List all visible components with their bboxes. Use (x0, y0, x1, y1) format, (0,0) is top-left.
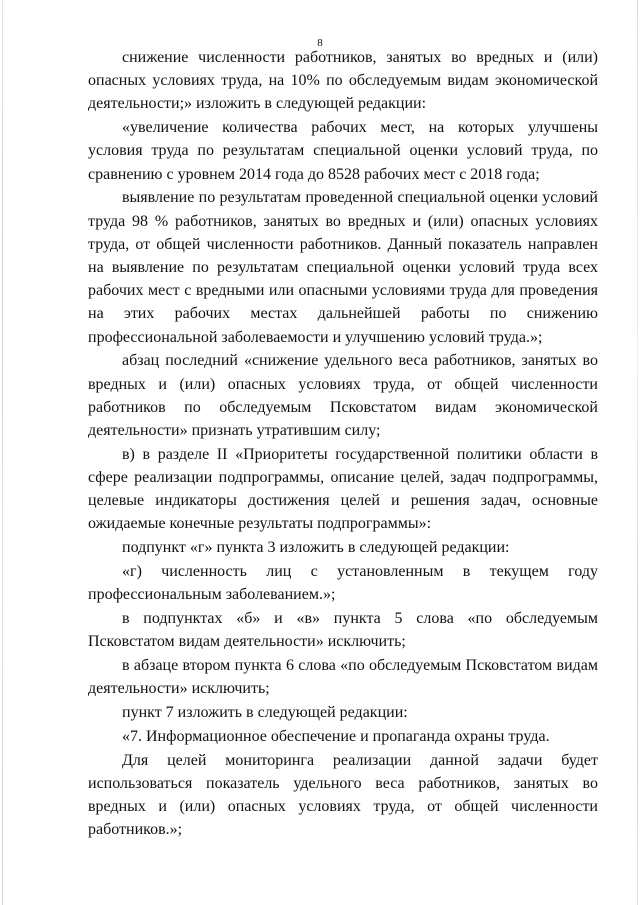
page-number: 8 (317, 37, 323, 49)
paragraph: подпункт «г» пункта 3 изложить в следующей редакции: (122, 539, 510, 557)
paragraph: в абзаце втором пункта 6 слова «по обследуемым Псковстатом видам деятельности» исключить; (88, 657, 598, 698)
paragraph: «г) численность лиц с установленным в текущем году профессиональным заболеванием.»; (88, 563, 598, 604)
paragraph: выявление по результатам проведенной специальной оценки условий труда 98 % работников, занятых во вредных и (или) опасных условиях труда, от общей численности работников. Данный показатель направлен на выявление по результатам специальной оценки условий труда всех рабочих мест с вредными или опасными условиями труда для проведения на этих рабочих местах дальнейшей работы по снижению профессиональной заболеваемости и улучшению условий труда.»; (88, 189, 598, 346)
paragraph: в подпунктах «б» и «в» пункта 5 слова «по обследуемым Псковстатом видам деятельности» исключить; (88, 610, 598, 651)
paragraph: «7. Информационное обеспечение и пропаганда охраны труда. (122, 727, 550, 745)
paragraph: «увеличение количества рабочих мест, на которых улучшены условия труда по результатам специальной оценки условий труда, по сравнению с уровнем 2014 года до 8528 рабочих мест с 2018 года; (88, 119, 598, 183)
document-body (88, 46, 598, 842)
paragraph: абзац последний «снижение удельного веса работников, занятых во вредных и (или) опасных условиях труда, от общей численности работников по обследуемым Псковстатом видам экономической деятельности» признать утратившим силу; (88, 352, 598, 440)
paragraph: Для целей мониторинга реализации данной задачи будет использоваться показатель удельного веса работников, занятых во вредных и (или) опасных условиях труда, от общей численности работников.»; (88, 751, 598, 839)
paragraph: пункт 7 изложить в следующей редакции: (122, 704, 408, 722)
scan-edge-right (637, 0, 638, 905)
paragraph: снижение численности работников, занятых во вредных и (или) опасных условиях труда, на 10% по обследуемым видам экономической деятельности;» изложить в следующей редакции: (88, 49, 598, 113)
scan-edge-left (2, 0, 3, 905)
paragraph: в) в разделе II «Приоритеты государственной политики области в сфере реализации подпрограммы, описание целей, задач подпрограммы, целевые индикаторы достижения целей и решения задач, основные ожидаемые конечные результаты подпрограммы»: (88, 445, 598, 533)
